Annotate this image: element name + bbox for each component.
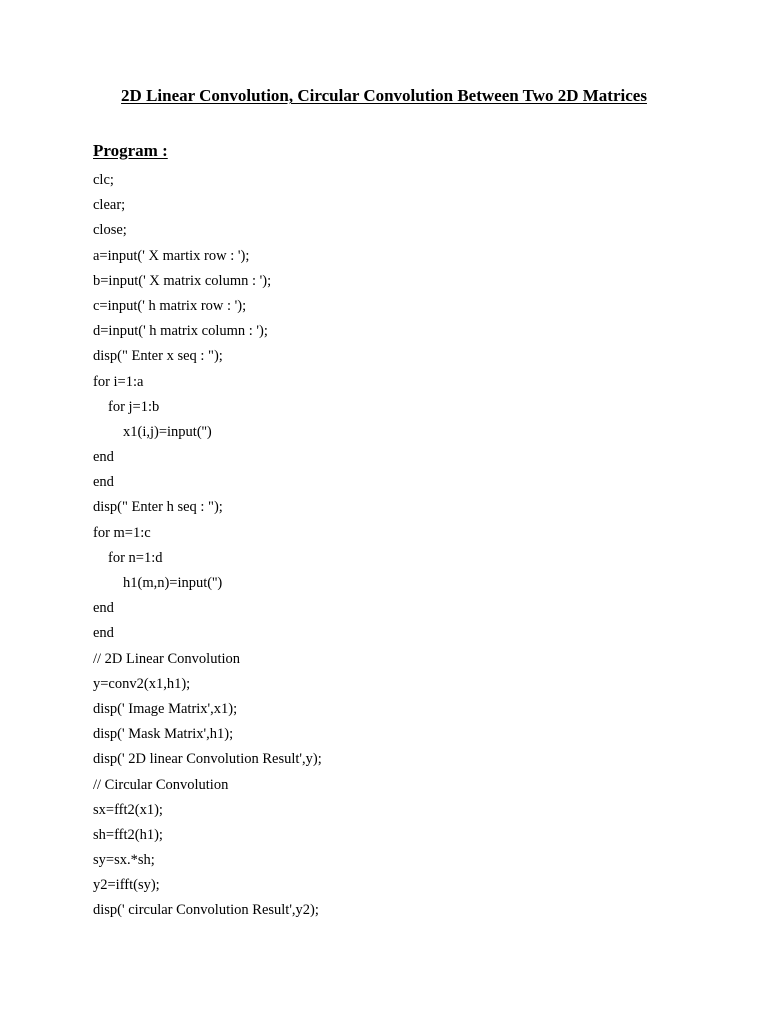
code-line: for m=1:c: [93, 524, 151, 541]
code-line: // 2D Linear Convolution: [93, 650, 240, 667]
code-line: close;: [93, 222, 127, 239]
code-line: h1(m,n)=input(''): [123, 575, 223, 591]
code-line: // Circular Convolution: [93, 776, 229, 793]
code-line: y=conv2(x1,h1);: [93, 675, 191, 692]
program-heading: Program :: [93, 141, 168, 160]
code-line: clc;: [93, 172, 114, 188]
document-title: 2D Linear Convolution, Circular Convolution Between Two 2D Matrices: [121, 86, 647, 105]
code-line: clear;: [93, 197, 126, 214]
code-line: d=input(' h matrix column : ');: [93, 323, 268, 340]
code-line: disp(' Image Matrix',x1);: [93, 700, 238, 717]
code-line: disp(' circular Convolution Result',y2);: [93, 902, 319, 919]
code-line: b=input(' X matrix column : ');: [93, 272, 272, 289]
code-line: y2=ifft(sy);: [93, 877, 160, 894]
code-line: end: [93, 449, 114, 466]
code-line: for j=1:b: [108, 398, 160, 415]
code-line: disp(' Mask Matrix',h1);: [93, 726, 234, 743]
code-line: for n=1:d: [108, 549, 163, 566]
code-line: disp(" Enter x seq : ");: [93, 348, 223, 365]
code-line: sh=fft2(h1);: [93, 826, 163, 843]
code-line: for i=1:a: [93, 373, 144, 390]
code-line: disp(' 2D linear Convolution Result',y);: [93, 751, 322, 768]
code-line: x1(i,j)=input(''): [123, 423, 212, 440]
code-line: sx=fft2(x1);: [93, 801, 163, 818]
code-line: c=input(' h matrix row : ');: [93, 297, 247, 314]
code-line: sy=sx.*sh;: [93, 852, 155, 869]
code-line: end: [93, 600, 114, 617]
code-listing: [93, 171, 322, 927]
code-line: end: [93, 474, 114, 491]
code-line: end: [93, 625, 114, 642]
code-line: disp(" Enter h seq : ");: [93, 499, 223, 516]
code-line: a=input(' X martix row : ');: [93, 247, 250, 264]
